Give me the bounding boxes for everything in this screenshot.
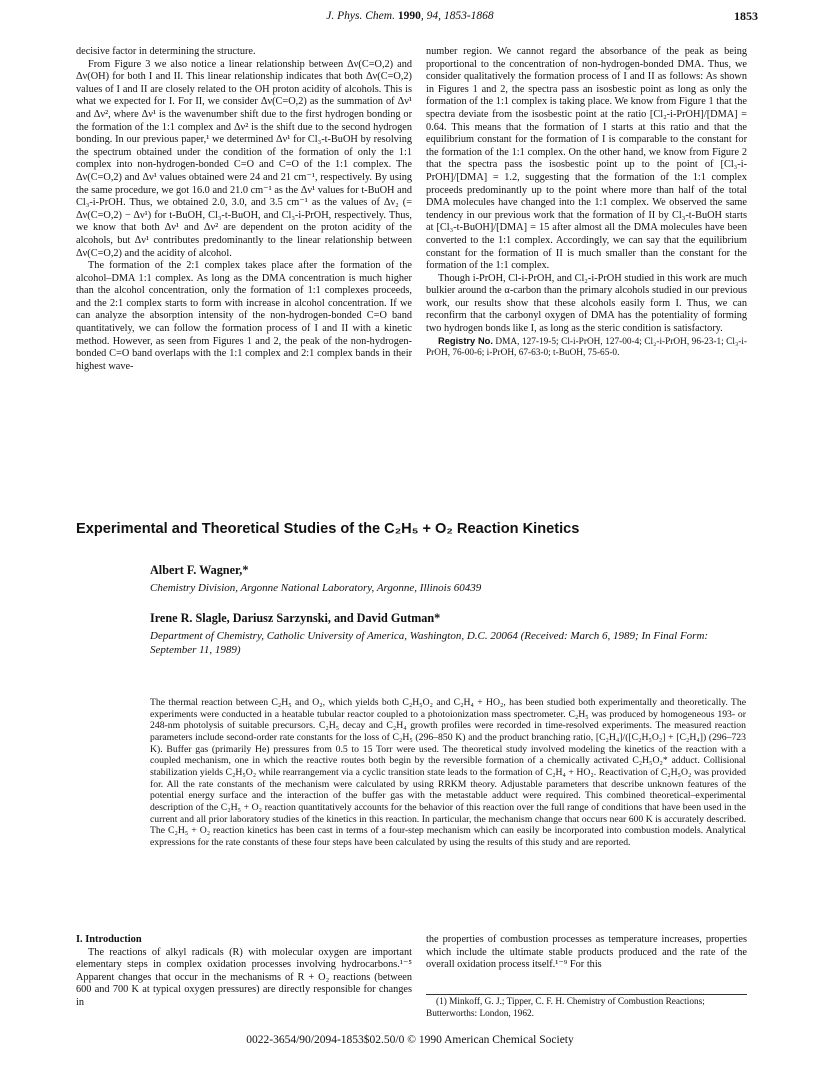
left-paragraph-2: From Figure 3 we also notice a linear relationship between Δν(C=O,2) and Δν(OH) for both I and II. This linear relationship indicates that both Δν(C=O,2) values of I and II are closely related to the OH proton acidity of alcohols. This is what we expected for I. For II, we consider Δν(C=O,2) as the summation of Δν¹ and Δν², where Δν¹ is the wavenumber shift due to the first hydrogen bonding or the formation of the 1:1 complex and Δν² is the shift due to the second hydrogen bonding. In our previous paper,¹ we determined Δν¹ for Cl₃-t-BuOH by resolving the spectrum obtained under the condition of the formation of only the 1:1 complex into non-hydrogen-bonded C=O and C=O of the 1:1 complex. The Δν(C=O,2) and Δν¹ values obtained were 24 and 21 cm⁻¹, respectively. By using the same procedure, we got 16.0 and 21.0 cm⁻¹ as the Δν¹ values for t-BuOH and Cl₃-i-PrOH. Thus, we obtained 2.0, 3.0, and 3.5 cm⁻¹ as the values of Δν₂ (= Δν(C=O,2) − Δν¹) for t-BuOH, Cl₃-t-BuOH, and Cl₃-i-PrOH, respectively. Thus, we know that both Δν¹ and Δν² are dependent on the proton acidity of the alcohols, but Δν¹ contributes predominantly to the linear relationship between Δν(C=O,2) and the acidity of alcohol. <box>76 58 412 259</box>
registry-numbers <box>426 336 747 360</box>
intro-right-text: the properties of combustion processes as temperature increases, properties which include the ultimate stable products produced and the rate of the overall oxidation process itself.¹⁻⁹ For this <box>426 934 747 971</box>
journal-year: 1990 <box>397 10 421 22</box>
left-paragraph-1: decisive factor in determining the structure. <box>76 46 256 57</box>
registry-label: Registry No. <box>438 335 493 346</box>
journal-name: J. Phys. Chem. <box>326 10 395 22</box>
page-number: 1853 <box>734 9 758 23</box>
section-heading: I. Introduction <box>76 934 142 945</box>
article-title: Experimental and Theoretical Studies of the C₂H₅ + O₂ Reaction Kinetics <box>76 521 580 537</box>
registry-text: DMA, 127-19-5; Cl-i-PrOH, 127-00-4; Cl₂-i-PrOH, 96-23-1; Cl₃-i-PrOH, 76-00-6; i-PrOH, 67-63-0; t-BuOH, 75-65-0. <box>426 336 747 359</box>
page-footer: 0022-3654/90/2094-1853$02.50/0 © 1990 American Chemical Society <box>246 1034 574 1046</box>
footnote-divider <box>426 994 747 995</box>
intro-left-text: The reactions of alkyl radicals (R) with molecular oxygen are important elementary steps in complex oxidation processes involving hydrocarbons.¹⁻⁵ Apparent changes that occur in the mechanisms of R + O₂ reactions (between 600 and 700 K at typical oxygen pressures) are directly responsible for changes in <box>76 946 412 1008</box>
right-paragraph-1: number region. We cannot regard the absorbance of the peak as being proportional to the concentration of non-hydrogen-bonded DMA. Thus, we consider qualitatively the formation process of I and II as follows: As shown in Figures 1 and 2, the spectra pass an isosbestic point as long as only the formation of the 1:1 complex is taking place. We know from Figure 1 that the spectra deviate from the isosbestic point at the ratio [Cl₂-i-PrOH]/[DMA] = 0.64. This means that the formation of I starts at this ratio and that the equilibrium constant for the formation of I is comparable to the constant for the formation of the 1:1 complex. On the other hand, we know from Figure 2 that the spectra pass the isosbestic point up to the point of [Cl₃-i-PrOH]/[DMA] = 1.2, suggesting that the formation of the 1:1 complex proceeds predominantly up to the point where more than half of the total DMA molecules have changed into the 1:1 complex. We observed the same tendency in our previous work that the formation of II by Cl₃-t-BuOH starts at [Cl₃-t-BuOH]/[DMA] = 15 after almost all the DMA molecules have been converted to the 1:1 complex. Accordingly, we can say that the equilibrium constant for the formation of II is much smaller than the constant for the formation of the 1:1 complex. <box>426 46 747 272</box>
volume-pages: , 94, 1853-1868 <box>420 10 494 22</box>
right-paragraph-2: Though i-PrOH, Cl-i-PrOH, and Cl₂-i-PrOH studied in this work are much bulkier around the α-carbon than the primary alcohols studied in our previous work, our results show that these alcohols easily form I. Thus, we can reconfirm that the carbonyl oxygen of DMA has the potentiality of forming two hydrogen bonds like I, as long as the steric condition is satisfactory. <box>426 272 747 335</box>
introduction-left <box>76 934 412 1010</box>
author-1: Albert F. Wagner,* <box>150 563 249 577</box>
affiliation-1: Chemistry Division, Argonne National Laboratory, Argonne, Illinois 60439 <box>150 582 482 594</box>
affiliation-2: Department of Chemistry, Catholic University of America, Washington, D.C. 20064 (Received: March 6, 1989; In Final Form: September 11, 1989) <box>150 630 709 656</box>
introduction-right <box>426 934 747 972</box>
left-paragraph-3: The formation of the 2:1 complex takes place after the formation of the alcohol–DMA 1:1 complex. As long as the DMA concentration is much higher than the alcohol concentration, only the formation of 1:1 complexes proceeds, and the 2:1 complex starts to form with increase in alcohol concentration. If we can analyze the absorption intensity of the non-hydrogen-bonded C=O band quantitatively, we can follow the formation process of I and II with a kinetic method. However, as seen from Figures 1 and 2, the peak of the non-hydrogen-bonded C=O band overlaps with the 1:1 complex and 2:1 complex bands in their highest wave- <box>76 260 412 372</box>
author-2: Irene R. Slagle, Dariusz Sarzynski, and David Gutman* <box>150 611 441 625</box>
left-column <box>76 46 412 373</box>
running-header <box>0 10 820 22</box>
footnote: (1) Minkoff, G. J.; Tipper, C. F. H. Chemistry of Combustion Reactions; Butterworths: London, 1962. <box>426 997 705 1019</box>
abstract: The thermal reaction between C₂H₅ and O₂, which yields both C₂H₅O₂ and C₂H₄ + HO₂, has been studied both experimentally and theoretically. The experiments were conducted in a heatable tubular reactor coupled to a photoionization mass spectrometer. C₂H₅ was produced by homogeneous 193- or 248-nm photolysis of suitable precursors. C₂H₅ decay and C₂H₄ growth profiles were recorded in time-resolved experiments. The measured reaction parameters include second-order rate constants for the loss of C₂H₅ (296–850 K) and the product branching ratio, [C₂H₄]/([C₂H₅O₂] + [C₂H₄]) (296–723 K). Buffer gas (primarily He) pressures from 0.5 to 15 Torr were used. The theoretical study involved modeling the kinetics of the reaction with a coupled mechanism, one in which the reactive routes both begin by the reversible formation of a chemically activated C₂H₅O₂* adduct. Collisional stabilization yields C₂H₅O₂ while rearrangement via a cyclic transition state leads to the formation of C₂H₄ + HO₂. Reactivation of C₂H₅O₂ was provided for. All the rate constants of the mechanism were calculated by using RRKM theory. Adjustable parameters that describe unknown features of the potential energy surface and the interaction of the buffer gas with the metastable adduct were required. This combined theoretical–experimental description of the C₂H₅ + O₂ reaction quantitatively accounts for the behavior of this reaction over the full range of conditions that have been used in the current and all prior laboratory studies of the kinetics in this reaction. In particular, the mechanism change that occurs near 600 K is accurately described. The C₂H₅ + O₂ reaction kinetics has been cast in terms of a four-step mechanism which can easily be incorporated into combustion models. Analytical expressions for the rate constants of these four steps have been calculated by using the results of this study and are reported. <box>150 697 746 848</box>
right-column <box>426 46 747 360</box>
